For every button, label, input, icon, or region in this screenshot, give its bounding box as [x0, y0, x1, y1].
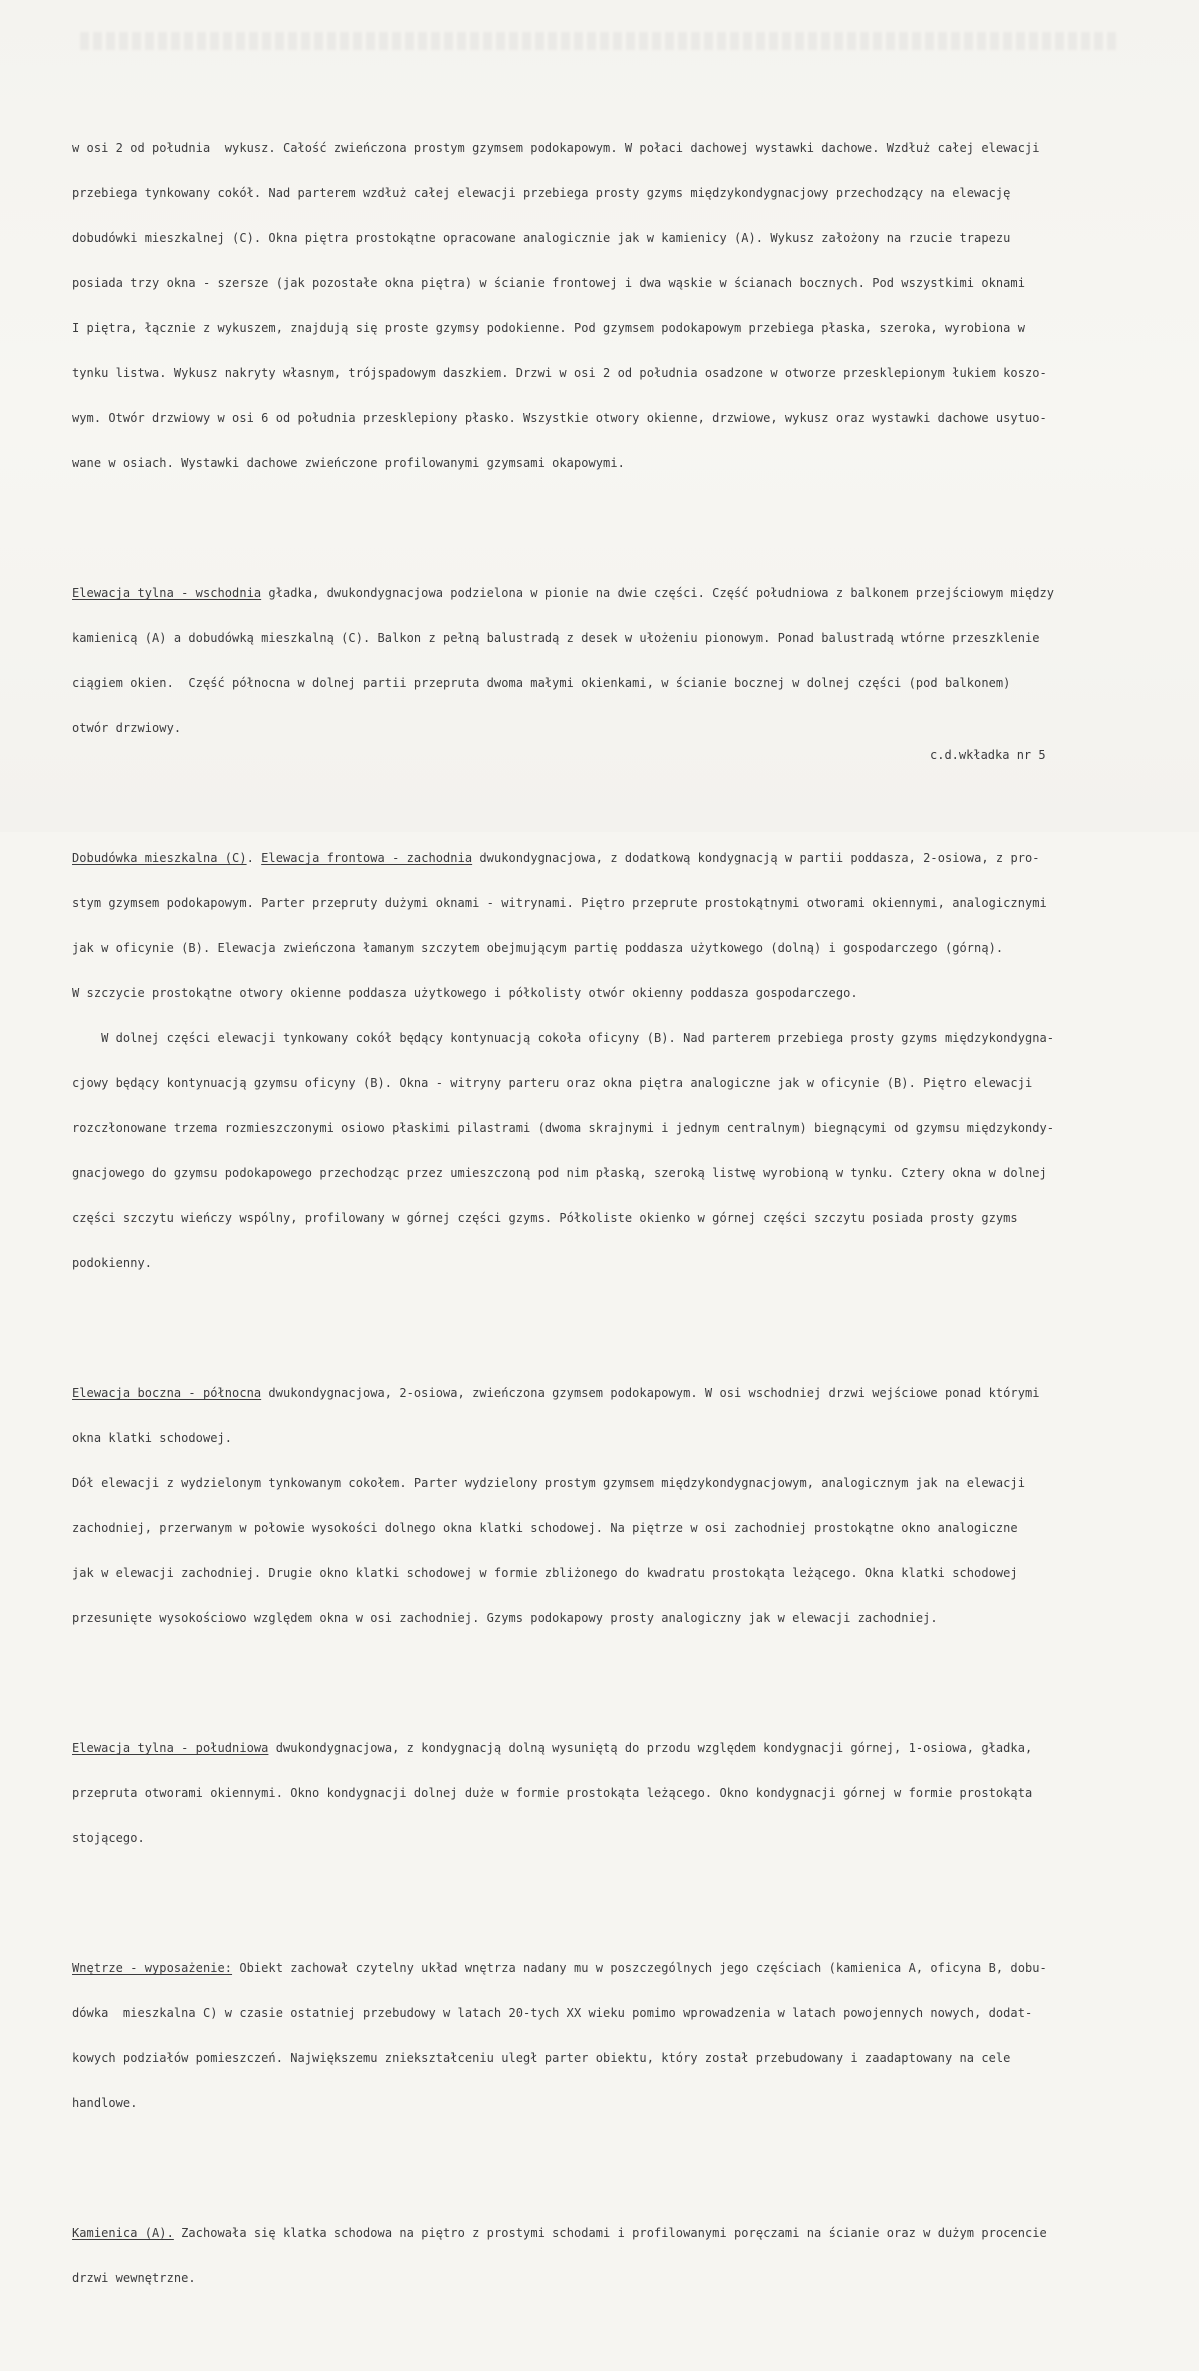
text-line: zachodniej, przerwanym w połowie wysokości dolnego okna klatki schodowej. Na piętrze w osi zachodniej prostokątne okno analogiczne [72, 1521, 1018, 1535]
text-line [72, 586, 1152, 601]
text-line: otwór drzwiowy. [72, 721, 182, 735]
paragraph-tenement-a [72, 2196, 1152, 2316]
text-line: rozczłonowane trzema rozmieszczonymi osiowo płaskimi pilastrami (dwoma skrajnymi i jednym centralnym) biegnącymi od gzymsu międzykondy- [72, 1121, 1055, 1135]
document-body [72, 66, 1152, 2371]
text-line: handlowe. [72, 2096, 138, 2110]
text-line: tynku listwa. Wykusz nakryty własnym, trójspadowym daszkiem. Drzwi w osi 2 od południa osadzone w otworze przesklepionym łukiem koszo- [72, 366, 1047, 380]
paragraph-interior [72, 1931, 1152, 2141]
paragraph-rear-south [72, 1711, 1152, 1876]
text-fragment: Zachowała się klatka schodowa na piętro z prostymi schodami i profilowanymi poręczami na ścianie oraz w dużym procencie [173, 2226, 1047, 2240]
section-subheading: Elewacja frontowa - zachodnia [261, 851, 473, 865]
text-line [72, 1961, 1152, 1976]
text-fragment: dwukondygnacjowa, z dodatkową kondygnacją w partii poddasza, 2-osiowa, z pro- [472, 851, 1040, 865]
text-fragment: dwukondygnacjowa, 2-osiowa, zwieńczona gzymsem podokapowym. W osi wschodniej drzwi wejściowe ponad którymi [261, 1386, 1040, 1400]
text-line: stojącego. [72, 1831, 145, 1845]
text-line: podokienny. [72, 1256, 153, 1270]
text-line: wane w osiach. Wystawki dachowe zwieńczone profilowanymi gzymsami okapowymi. [72, 456, 625, 470]
text-line: I piętra, łącznie z wykuszem, znajdują się proste gzymsy podokienne. Pod gzymsem podokapowym przebiega płaska, szeroka, wyrobiona w [72, 321, 1025, 335]
section-heading: Wnętrze - wyposażenie: [72, 1961, 233, 1975]
separator: . [246, 851, 262, 865]
text-line: dobudówki mieszkalnej (C). Okna piętra prostokątne opracowane analogicznie jak w kamienicy (A). Wykusz założony na rzucie trapezu [72, 231, 1011, 245]
text-line: jak w oficynie (B). Elewacja zwieńczona łamanym szczytem obejmującym partię poddasza użytkowego (dolną) i gospodarczego (górną). [72, 941, 1004, 955]
text-line [72, 851, 1152, 866]
text-line: W szczycie prostokątne otwory okienne poddasza użytkowego i półkolisty otwór okienny poddasza gospodarczego. [72, 986, 858, 1000]
text-line: cjowy będący kontynuacją gzymsu oficyny (B). Okna - witryny parteru oraz okna piętra analogiczne jak w oficynie (B). Piętro elewacji [72, 1076, 1033, 1090]
paragraph-rear-east [72, 556, 1152, 766]
text-line: Dół elewacji z wydzielonym tynkowanym cokołem. Parter wydzielony prostym gzymsem międzykondygnacjowym, analogicznym jak na elewacji [72, 1476, 1025, 1490]
text-line: posiada trzy okna - szersze (jak pozostałe okna piętra) w ścianie frontowej i dwa wąskie w ścianach bocznych. Pod wszystkimi oknami [72, 276, 1025, 290]
paragraph-extension-c [72, 821, 1152, 1301]
text-line: jak w elewacji zachodniej. Drugie okno klatki schodowej w formie zbliżonego do kwadratu prostokąta leżącego. Okna klatki schodowej [72, 1566, 1018, 1580]
text-fragment: dwukondygnacjowa, z kondygnacją dolną wysuniętą do przodu względem kondygnacji górnej, 1-osiowa, gładka, [268, 1741, 1033, 1755]
section-heading: Kamienica (A). [72, 2226, 174, 2240]
text-line: stym gzymsem podokapowym. Parter przepruty dużymi oknami - witrynami. Piętro przeprute prostokątnymi otworami okiennymi, analogicznymi [72, 896, 1047, 910]
text-fragment: Obiekt zachował czytelny układ wnętrza nadany mu w poszczególnych jego częściach (kamienica A, oficyna B, dobu- [232, 1961, 1047, 1975]
text-line: dówka mieszkalna C) w czasie ostatniej przebudowy w latach 20-tych XX wieku pomimo wprowadzenia w latach powojennych nowych, dodat- [72, 2006, 1033, 2020]
text-line: części szczytu wieńczy wspólny, profilowany w górnej części gzyms. Półkoliste okienko w górnej części szczytu posiada prosty gzyms [72, 1211, 1018, 1225]
continuation-note: c.d.wkładka nr 5 [930, 748, 1046, 762]
section-heading: Elewacja tylna - wschodnia [72, 586, 262, 600]
text-line [72, 2226, 1152, 2241]
faded-header-strip [80, 32, 1120, 50]
text-line: przebiega tynkowany cokół. Nad parterem wzdłuż całej elewacji przebiega prosty gzyms międzykondygnacjowy przechodzący na elewację [72, 186, 1011, 200]
section-heading: Elewacja boczna - północna [72, 1386, 262, 1400]
text-line: kamienicą (A) a dobudówką mieszkalną (C). Balkon z pełną balustradą z desek w ułożeniu pionowym. Ponad balustradą wtórne przeszklenie [72, 631, 1040, 645]
paragraph-side-north [72, 1356, 1152, 1656]
section-heading: Elewacja tylna - południowa [72, 1741, 269, 1755]
text-line: drzwi wewnętrzne. [72, 2271, 196, 2285]
text-line: ciągiem okien. Część północna w dolnej partii przepruta dwoma małymi okienkami, w ścianie bocznej w dolnej części (pod balkonem) [72, 676, 1011, 690]
text-line: kowych podziałów pomieszczeń. Największemu zniekształceniu uległ parter obiektu, który został przebudowany i zaadaptowany na cele [72, 2051, 1011, 2065]
text-line [72, 1386, 1152, 1401]
text-line: gnacjowego do gzymsu podokapowego przechodząc przez umieszczoną pod nim płaską, szeroką listwę wyrobioną w tynku. Cztery okna w dolnej [72, 1166, 1047, 1180]
text-line [72, 1741, 1152, 1756]
text-line: okna klatki schodowej. [72, 1431, 233, 1445]
text-fragment: gładka, dwukondygnacjowa podzielona w pionie na dwie części. Część południowa z balkonem przejściowym między [261, 586, 1055, 600]
paragraph-intro [72, 111, 1152, 501]
section-heading: Dobudówka mieszkalna (C) [72, 851, 247, 865]
text-line: W dolnej części elewacji tynkowany cokół będący kontynuacją cokoła oficyny (B). Nad parterem przebiega prosty gzyms międzykondygna- [72, 1031, 1055, 1045]
text-line: przesunięte wysokościowo względem okna w osi zachodniej. Gzyms podokapowy prosty analogiczny jak w elewacji zachodniej. [72, 1611, 938, 1625]
text-line: przepruta otworami okiennymi. Okno kondygnacji dolnej duże w formie prostokąta leżącego. Okno kondygnacji górnej w formie prostokąta [72, 1786, 1033, 1800]
text-line: wym. Otwór drzwiowy w osi 6 od południa przesklepiony płasko. Wszystkie otwory okienne, drzwiowe, wykusz oraz wystawki dachowe usytuo- [72, 411, 1047, 425]
text-line: w osi 2 od południa wykusz. Całość zwieńczona prostym gzymsem podokapowym. W połaci dachowej wystawki dachowe. Wzdłuż całej elewacji [72, 141, 1040, 155]
